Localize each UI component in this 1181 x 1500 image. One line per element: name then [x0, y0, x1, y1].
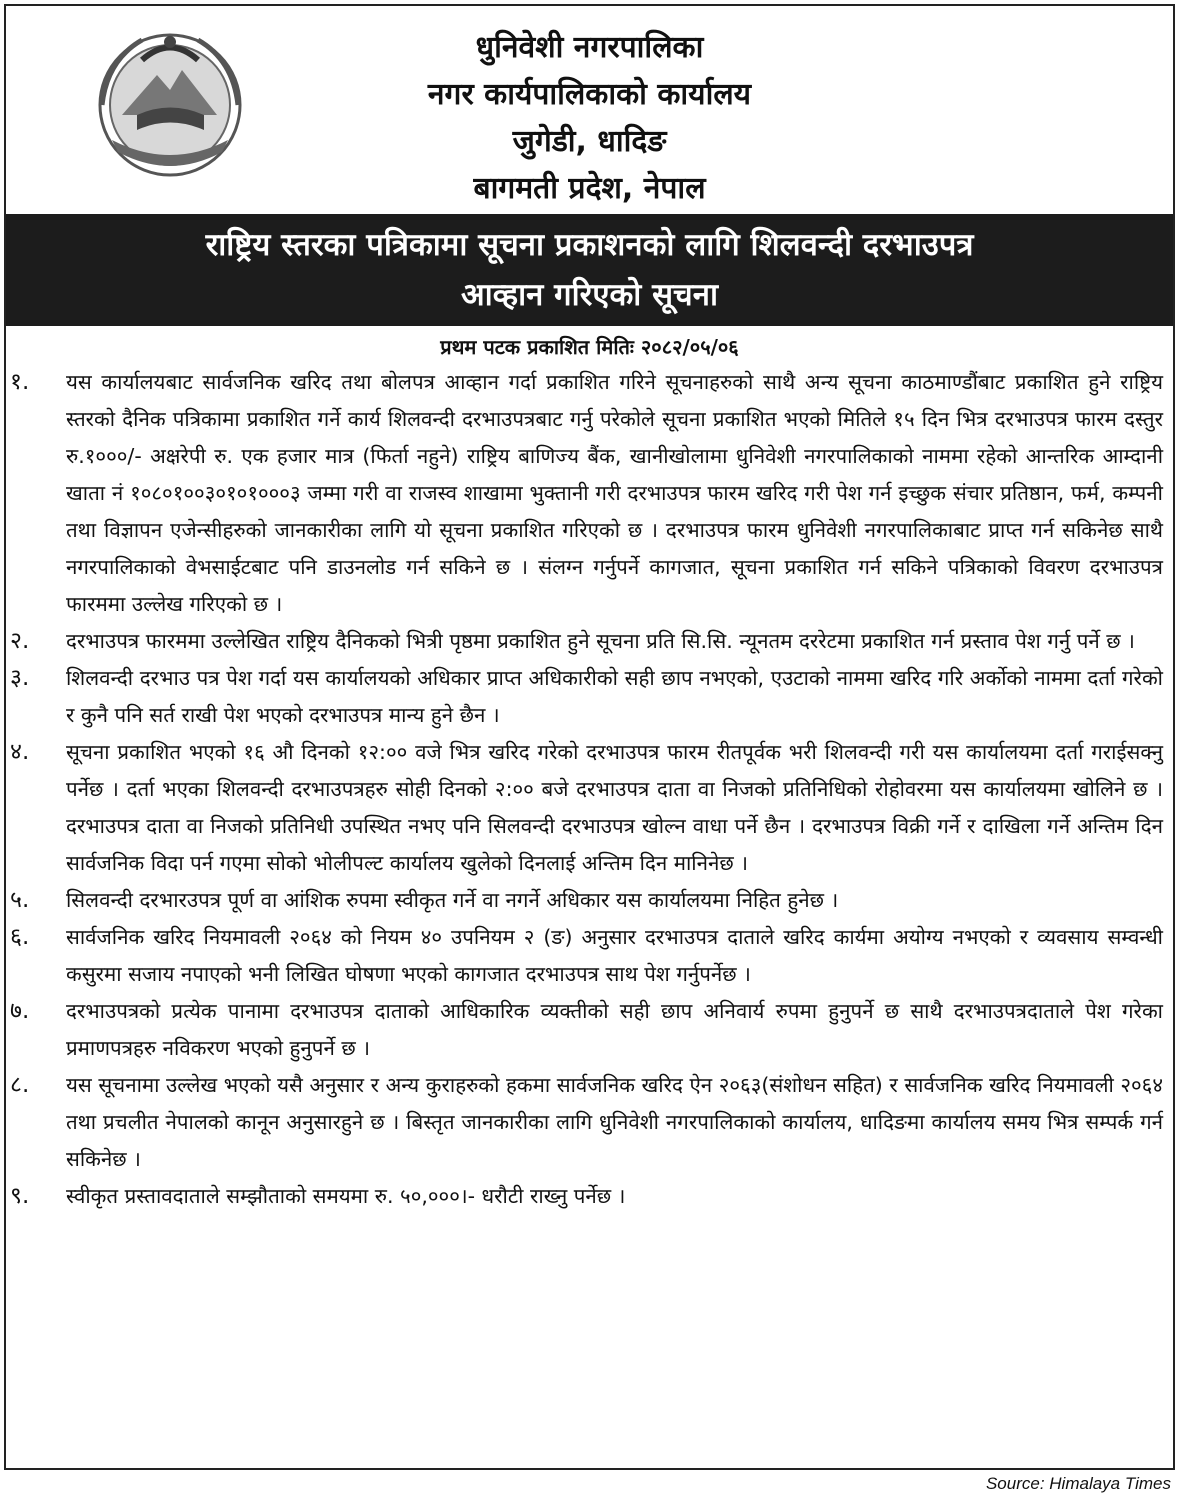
- province-country: बागमती प्रदेश, नेपाल: [473, 171, 706, 206]
- item-number: २.: [10, 628, 30, 654]
- notice-item: [6, 882, 1173, 919]
- item-number: ३.: [10, 665, 30, 691]
- item-text: दरभाउपत्र फारममा उल्लेखित राष्ट्रिय दैनिकको भित्री पृष्ठमा प्रकाशित हुने सूचना प्रति सि.सि. न्यूनतम दररेटमा प्रकाशित गर्न प्रस्ताव पेश गर्नु पर्ने छ ।: [66, 629, 1135, 653]
- office-location: जुगेडी, धादिङ: [512, 124, 667, 159]
- item-text: सूचना प्रकाशित भएको १६ औ दिनको १२:०० वजे भित्र खरिद गरेको दरभाउपत्र फारम रीतपूर्वक भरी शिलवन्दी गरी यस कार्यालयमा दर्ता गराईसक्नु पर्नेछ । दर्ता भएका शिलवन्दी दरभाउपत्रहरु सोही दिनको २:०० बजे दरभाउपत्र दाता वा निजको प्रतिनिधिको रोहोवरमा यस कार्यालयमा खोलिने छ । दरभाउपत्र दाता वा निजको प्रतिनिधी उपस्थित नभए पनि सिलवन्दी दरभाउपत्र खोल्न वाधा पर्ने छैन । दरभाउपत्र विक्री गर्ने र दाखिला गर्ने अन्तिम दिन सार्वजनिक विदा पर्न गएमा सोको भोलीपल्ट कार्यालय खुलेको दिनलाई अन्तिम दिन मानिनेछ ।: [66, 740, 1163, 875]
- notice-header: [6, 6, 1173, 214]
- item-text: यस कार्यालयबाट सार्वजनिक खरिद तथा बोलपत्र आव्हान गर्दा प्रकाशित गरिने सूचनाहरुको साथै अन्य सूचना काठमाण्डौंबाट प्रकाशित हुने राष्ट्रिय स्तरको दैनिक पत्रिकामा प्रकाशित गर्ने कार्य शिलवन्दी दरभाउपत्रबाट गर्नु परेकोले सूचना प्रकाशित भएको मितिले १५ दिन भित्र दरभाउपत्र फारम दस्तुर रु.१०००/- अक्षरेपी रु. एक हजार मात्र (फिर्ता नहुने) राष्ट्रिय बाणिज्य बैंक, खानीखोलामा धुनिवेशी नगरपालिकाको नाममा रहेको आन्तरिक आम्दानी खाता नं १०८०१००३०१०१०००३ जम्मा गरी वा राजस्व शाखामा भुक्तानी गरी दरभाउपत्र फारम खरिद गरी पेश गर्न इच्छुक संचार प्रतिष्ठान, फर्म, कम्पनी तथा विज्ञापन एजेन्सीहरुको जानकारीका लागि यो सूचना प्रकाशित गरिएको छ । दरभाउपत्र फारम धुनिवेशी नगरपालिकाबाट प्राप्त गर्न सकिनेछ साथै नगरपालिकाको वेभसाईटबाट पनि डाउनलोड गर्न सकिने छ । संलग्न गर्नुपर्ने कागजात, सूचना प्रकाशित गर्न सकिने पत्रिकाको विवरण दरभाउपत्र फारममा उल्लेख गरिएको छ ।: [66, 370, 1163, 616]
- item-text: शिलवन्दी दरभाउ पत्र पेश गर्दा यस कार्यालयको अधिकार प्राप्त अधिकारीको सही छाप नभएको, एउटाको नाममा खरिद गरि अर्कोको नाममा दर्ता गरेको र कुनै पनि सर्त राखी पेश भएको दरभाउपत्र मान्य हुने छैन ।: [66, 666, 1163, 727]
- item-number: ४.: [10, 739, 30, 765]
- item-number: ९.: [10, 1183, 30, 1209]
- notice-frame: [4, 4, 1175, 1470]
- item-number: ८.: [10, 1072, 30, 1098]
- item-number: ७.: [10, 998, 30, 1024]
- item-text: यस सूचनामा उल्लेख भएको यसै अनुसार र अन्य कुराहरुको हकमा सार्वजनिक खरिद ऐन २०६३(संशोधन सहित) र सार्वजनिक खरिद नियमावली २०६४ तथा प्रचलीत नेपालको कानून अनुसारहुने छ । बिस्तृत जानकारीका लागि धुनिवेशी नगरपालिकाको कार्यालय, धादिङमा कार्यालय समय भित्र सम्पर्क गर्न सकिनेछ ।: [66, 1073, 1163, 1171]
- notice-item: [6, 660, 1173, 734]
- office-heading: [256, 24, 923, 212]
- item-number: ६.: [10, 924, 30, 950]
- office-name: नगर कार्यपालिकाको कार्यालय: [427, 77, 752, 112]
- source-credit: Source: Himalaya Times: [985, 1474, 1171, 1493]
- notice-item: [6, 1067, 1173, 1178]
- item-text: सार्वजनिक खरिद नियमावली २०६४ को नियम ४० उपनियम २ (ङ) अनुसार दरभाउपत्र दाताले खरिद कार्यमा अयोग्य नभएको र व्यवसाय सम्वन्धी कसुरमा सजाय नपाएको भनी लिखित घोषणा भएको कागजात दरभाउपत्र साथ पेश गर्नुपर्नेछ ।: [66, 925, 1163, 986]
- notice-title-line1: राष्ट्रिय स्तरका पत्रिकामा सूचना प्रकाशनको लागि शिलवन्दी दरभाउपत्र: [205, 227, 974, 263]
- notice-items: [6, 364, 1173, 1215]
- item-number: ५.: [10, 887, 30, 913]
- notice-item: [6, 364, 1173, 623]
- notice-item: [6, 623, 1173, 660]
- notice-title-line2: आव्हान गरिएको सूचना: [461, 277, 718, 313]
- item-text: सिलवन्दी दरभारउपत्र पूर्ण वा आंशिक रुपमा स्वीकृत गर्ने वा नगर्ने अधिकार यस कार्यालयमा निहित हुनेछ ।: [66, 888, 839, 912]
- item-number: १.: [10, 369, 30, 395]
- publish-date: प्रथम पटक प्रकाशित मितिः २०८२/०५/०६: [440, 335, 739, 359]
- notice-item: [6, 919, 1173, 993]
- municipality-name: धुनिवेशी नगरपालिका: [475, 30, 704, 65]
- notice-item: [6, 1178, 1173, 1215]
- item-text: दरभाउपत्रको प्रत्येक पानामा दरभाउपत्र दाताको आधिकारिक व्यक्तीको सही छाप अनिवार्य रुपमा हुनुपर्ने छ साथै दरभाउपत्रदाताले पेश गरेका प्रमाणपत्रहरु नविकरण भएको हुनुपर्ने छ ।: [66, 999, 1163, 1060]
- notice-title-banner: [6, 214, 1173, 326]
- notice-item: [6, 993, 1173, 1067]
- item-text: स्वीकृत प्रस्तावदाताले सम्झौताको समयमा रु. ५०,०००।- धरौटी राख्नु पर्नेछ ।: [66, 1184, 626, 1208]
- government-emblem-icon: [82, 20, 257, 180]
- notice-item: [6, 734, 1173, 882]
